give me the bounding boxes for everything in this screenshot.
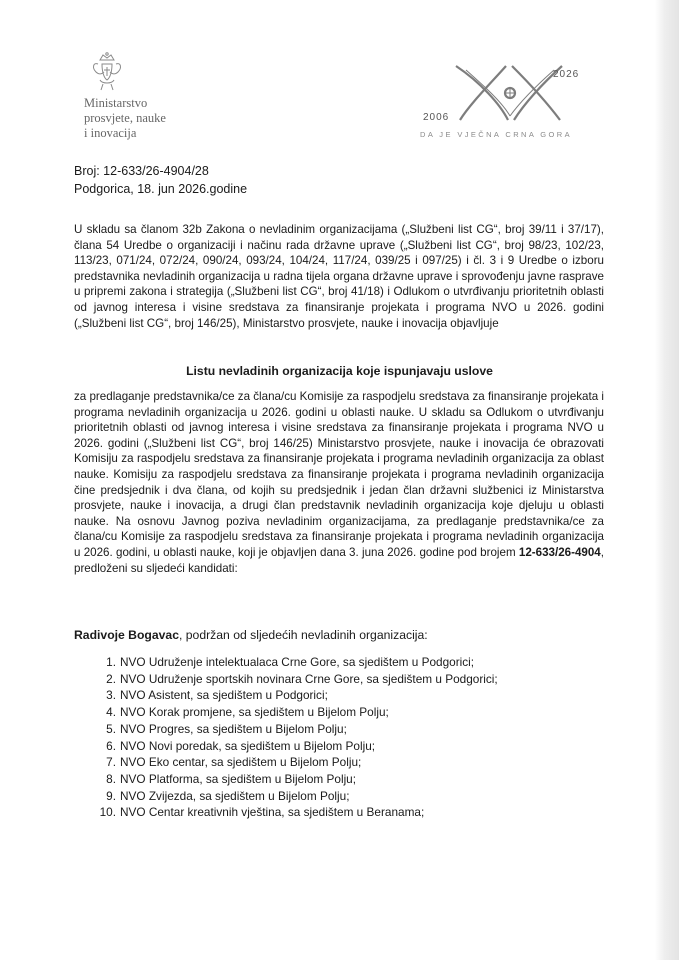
anniversary-tagline: DA JE VJEČNA CRNA GORA [420,130,572,139]
organization-item [90,704,498,721]
organization-number: 6. [106,738,116,753]
ministry-line-1: Ministarstvo [84,96,148,110]
organization-text: NVO Asistent, sa sjedištem u Podgorici; [120,688,328,703]
year-start: 2006 [423,112,450,123]
organization-number: 10. [99,805,116,820]
organization-item [90,654,498,671]
organization-text: NVO Eko centar, sa sjedištem u Bijelom Polju; [120,755,362,770]
organization-text: NVO Korak promjene, sa sjedištem u Bijelom Polju; [120,705,389,720]
organization-number: 4. [106,705,116,720]
page-edge-shadow [655,0,679,960]
body-text: za predlaganje predstavnika/ce za člana/cu Komisije za raspodjelu sredstava za finansiranje projekata i programa nevladinih organizacija u 2026. godini u oblasti nauke. U skladu sa Odlukom o utvrđivanju prioritetnih oblasti od javnog interesa i visine sredstava za finansiranje projekata i programa NVO u 2026. godini („Službeni list CG“, broj 146/25) Ministarstvo prosvjete, nauke i inovacija će obrazovati Komisiju za raspodjelu sredstava za finansiranje projekata i programa nevladinih organizacija za oblast nauke. Komisiju za raspodjelu sredstava za finansiranje projekata i programa nevladinih organizacija čine predsjednik i dva člana, od kojih su predsjednik i jedan član državni službenici iz Ministarstva prosvjete, nauke i inovacija, a drugi član predstavnik nevladinih organizacija koje djeluju u oblasti nauke. Na osnovu Javnog poziva nevladinim organizacijama, za predlaganje predstavnika/ce za člana/cu Komisije za raspodjelu sredstava za finansiranje projekata i programa nevladinih organizacija u 2026. godini, u oblasti nauke, koji je objavljen dana 3. juna 2026. godine pod brojem [74,390,604,559]
coat-of-arms-icon [90,52,124,100]
call-reference-number: 12-633/26-4904 [518,545,601,559]
organization-number: 7. [106,755,116,770]
organization-text: NVO Zvijezda, sa sjedištem u Bijelom Polju; [120,788,350,803]
organization-item [90,738,498,755]
candidate-name: Radivoje Bogavac [74,628,179,642]
year-end: 2026 [553,69,580,80]
organization-list [90,654,498,821]
organization-text: NVO Progres, sa sjedištem u Bijelom Polju; [120,721,347,736]
list-heading: Listu nevladinih organizacija koje ispunjavaju uslove [186,364,493,378]
body-tail: , predloženi su sljedeći kandidati: [74,545,604,575]
ministry-line-2: prosvjete, nauke [84,111,166,125]
organization-text: NVO Novi poredak, sa sjedištem u Bijelom Polju; [120,738,376,753]
organization-item [90,754,498,771]
organization-text: NVO Udruženje sportskih novinara Crne Gore, sa sjedištem u Podgorici; [120,671,498,686]
organization-number: 3. [106,688,116,703]
intro-paragraph: U skladu sa članom 32b Zakona o nevladinim organizacijama („Službeni list CG“, broj 39/11 i 37/17), člana 54 Uredbe o organizaciji i načinu rada državne uprave („Službeni list CG“, broj 98/23, 102/23, 113/23, 071/24, 072/24, 090/24, 093/24, 104/24, 117/24, 039/25 i 097/25) i čl. 3 i 9 Uredbe o izboru predstavnika nevladinih organizacija u radna tijela organa državne uprave i sprovođenju javne rasprave u pripremi zakona i strategija („Službeni list CG“, broj 41/18) i Odlukom o utvrđivanju prioritetnih oblasti od javnog interesa i visine sredstava za finansiranje projekata i programa NVO u 2026. godini („Službeni list CG“, broj 146/25), Ministarstvo prosvjete, nauke i inovacija objavljuje [74,223,604,330]
candidate-support-text: , podržan od sljedećih nevladinih organizacija: [179,628,428,642]
organization-item [90,788,498,805]
candidate-line [74,628,428,642]
organization-item [90,771,498,788]
xx-emblem-icon [450,62,570,124]
organization-text: NVO Platforma, sa sjedištem u Bijelom Polju; [120,771,357,786]
place-date: Podgorica, 18. jun 2026.godine [74,182,248,196]
organization-item [90,804,498,821]
organization-text: NVO Udruženje intelektualaca Crne Gore, sa sjedištem u Podgorici; [120,655,475,669]
organization-number: 1. [106,655,116,669]
organization-number: 8. [106,771,116,786]
organization-number: 2. [106,671,116,686]
organization-item [90,671,498,688]
reference-number: Broj: 12-633/26-4904/28 [74,164,209,178]
organization-number: 5. [106,721,116,736]
document-reference [74,162,247,198]
anniversary-logo [420,62,590,142]
organization-number: 9. [106,788,116,803]
organization-item [90,687,498,704]
organization-item [90,721,498,738]
ministry-name [84,96,224,141]
body-paragraph [74,389,604,576]
organization-text: NVO Centar kreativnih vještina, sa sjedištem u Beranama; [120,805,425,820]
ministry-line-3: i inovacija [84,126,137,140]
